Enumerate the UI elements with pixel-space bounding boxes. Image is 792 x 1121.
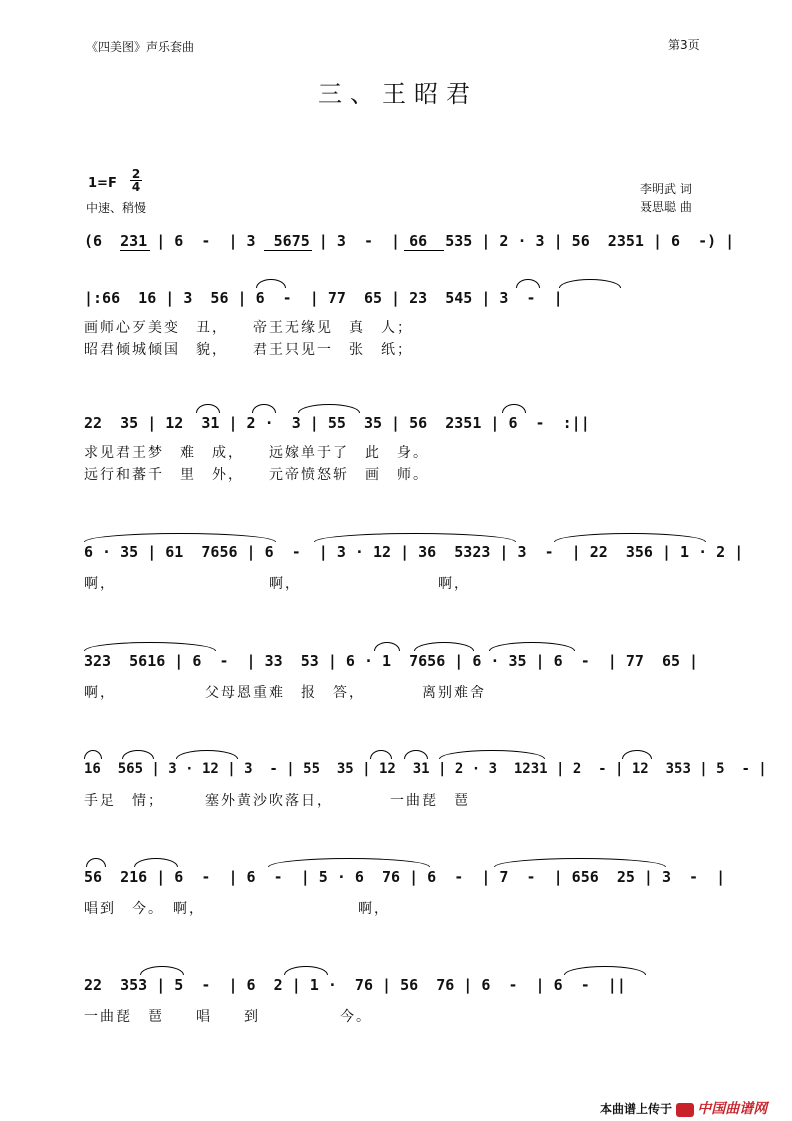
slur-mark <box>314 533 516 542</box>
slur-mark <box>439 750 545 759</box>
slur-mark <box>122 750 154 759</box>
upload-text: 本曲谱上传于 <box>600 1102 673 1116</box>
lyric-verse-2: 远行和蕃千 里 外， 元帝愤怒斩 画 师。 <box>84 467 429 483</box>
slur-mark <box>140 966 184 975</box>
slur-mark <box>176 750 238 759</box>
notation-line: 6 · 35 | 61 7656 | 6 - | 3 · 12 | 36 5323 | 3 - | 22 356 | 1 · 2 | <box>84 543 744 561</box>
beam-line <box>264 250 312 251</box>
slur-mark <box>502 404 526 413</box>
score-row <box>84 758 767 848</box>
slur-mark <box>404 750 428 759</box>
score-row <box>84 866 726 956</box>
time-denominator: 4 <box>131 180 141 194</box>
notation-line: (6 231 | 6 - | 3 5675 | 3 - | 66 535 | 2 · 3 | 56 2351 | 6 -) | <box>84 232 735 250</box>
score-row <box>84 541 744 631</box>
slur-mark <box>414 642 474 651</box>
slur-mark <box>489 642 575 651</box>
time-numerator: 2 <box>131 167 141 181</box>
slur-mark <box>298 404 360 413</box>
score-row <box>84 650 714 740</box>
notation-line: 22 353 | 5 - | 6 2 | 1 · 76 | 56 76 | 6 - | 6 - || <box>84 976 626 994</box>
score-row <box>84 287 714 377</box>
slur-mark <box>622 750 652 759</box>
lyric-line: 一曲琵 琶 唱 到 今。 <box>84 1009 372 1025</box>
lyric-line: 啊， 父母恩重难 报 答， 离别难舍 <box>84 685 486 701</box>
upload-note <box>600 1098 767 1118</box>
slur-mark <box>86 858 106 867</box>
slur-mark <box>84 533 276 542</box>
song-title: 三、王昭君 <box>318 80 478 108</box>
lyric-verse-1: 求见君王梦 难 成， 远嫁单于了 此 身。 <box>84 445 429 461</box>
time-signature <box>130 168 142 193</box>
slur-mark <box>554 533 706 542</box>
score-row <box>84 974 714 1064</box>
lyric-line: 手足 情； 塞外黄沙吹落日， 一曲琵 琶 <box>84 793 470 809</box>
slur-mark <box>374 642 400 651</box>
page-number: 第3页 <box>668 38 700 52</box>
lyric-verse-2: 昭君倾城倾国 貌， 君王只见一 张 纸； <box>84 342 413 358</box>
site-logo-icon <box>676 1103 694 1117</box>
notation-line: 323 5616 | 6 - | 33 53 | 6 · 1 7656 | 6 · 35 | 6 - | 77 65 | <box>84 652 699 670</box>
slur-mark <box>84 750 102 759</box>
slur-mark <box>494 858 666 867</box>
lyric-line: 啊， 啊， 啊， <box>84 576 470 592</box>
notation-line: 16 565 | 3 · 12 | 3 - | 55 35 | 12 31 | 2 · 3 1231 | 2 - | 12 353 | 5 - | <box>84 761 767 777</box>
beam-line <box>404 250 444 251</box>
slur-mark <box>252 404 276 413</box>
lyric-line: 唱到 今。 啊， 啊， <box>84 901 390 917</box>
lyric-verse-1: 画师心歹美变 丑， 帝王无缘见 真 人； <box>84 320 413 336</box>
slur-mark <box>84 642 216 651</box>
slur-mark <box>370 750 392 759</box>
notation-line: 22 35 | 12 31 | 2 · 3 | 55 35 | 56 2351 | 6 - :|| <box>84 414 590 432</box>
slur-mark <box>268 858 430 867</box>
score-row <box>84 412 714 502</box>
composer: 聂思聪 曲 <box>640 200 692 214</box>
notation-line: |:66 16 | 3 56 | 6 - | 77 65 | 23 545 | 3 - | <box>84 289 563 307</box>
lyricist: 李明武 词 <box>640 182 692 196</box>
key-signature: 1=F <box>88 176 117 191</box>
notation-line: 56 216 | 6 - | 6 - | 5 · 6 76 | 6 - | 7 - | 656 25 | 3 - | <box>84 868 726 886</box>
site-name[interactable]: 中国曲谱网 <box>697 1101 768 1117</box>
slur-mark <box>284 966 328 975</box>
slur-mark <box>564 966 646 975</box>
slur-mark <box>134 858 178 867</box>
tempo-marking: 中速、稍慢 <box>86 201 147 215</box>
slur-mark <box>196 404 220 413</box>
beam-line <box>120 250 150 251</box>
suite-name: 《四美图》声乐套曲 <box>86 40 195 54</box>
